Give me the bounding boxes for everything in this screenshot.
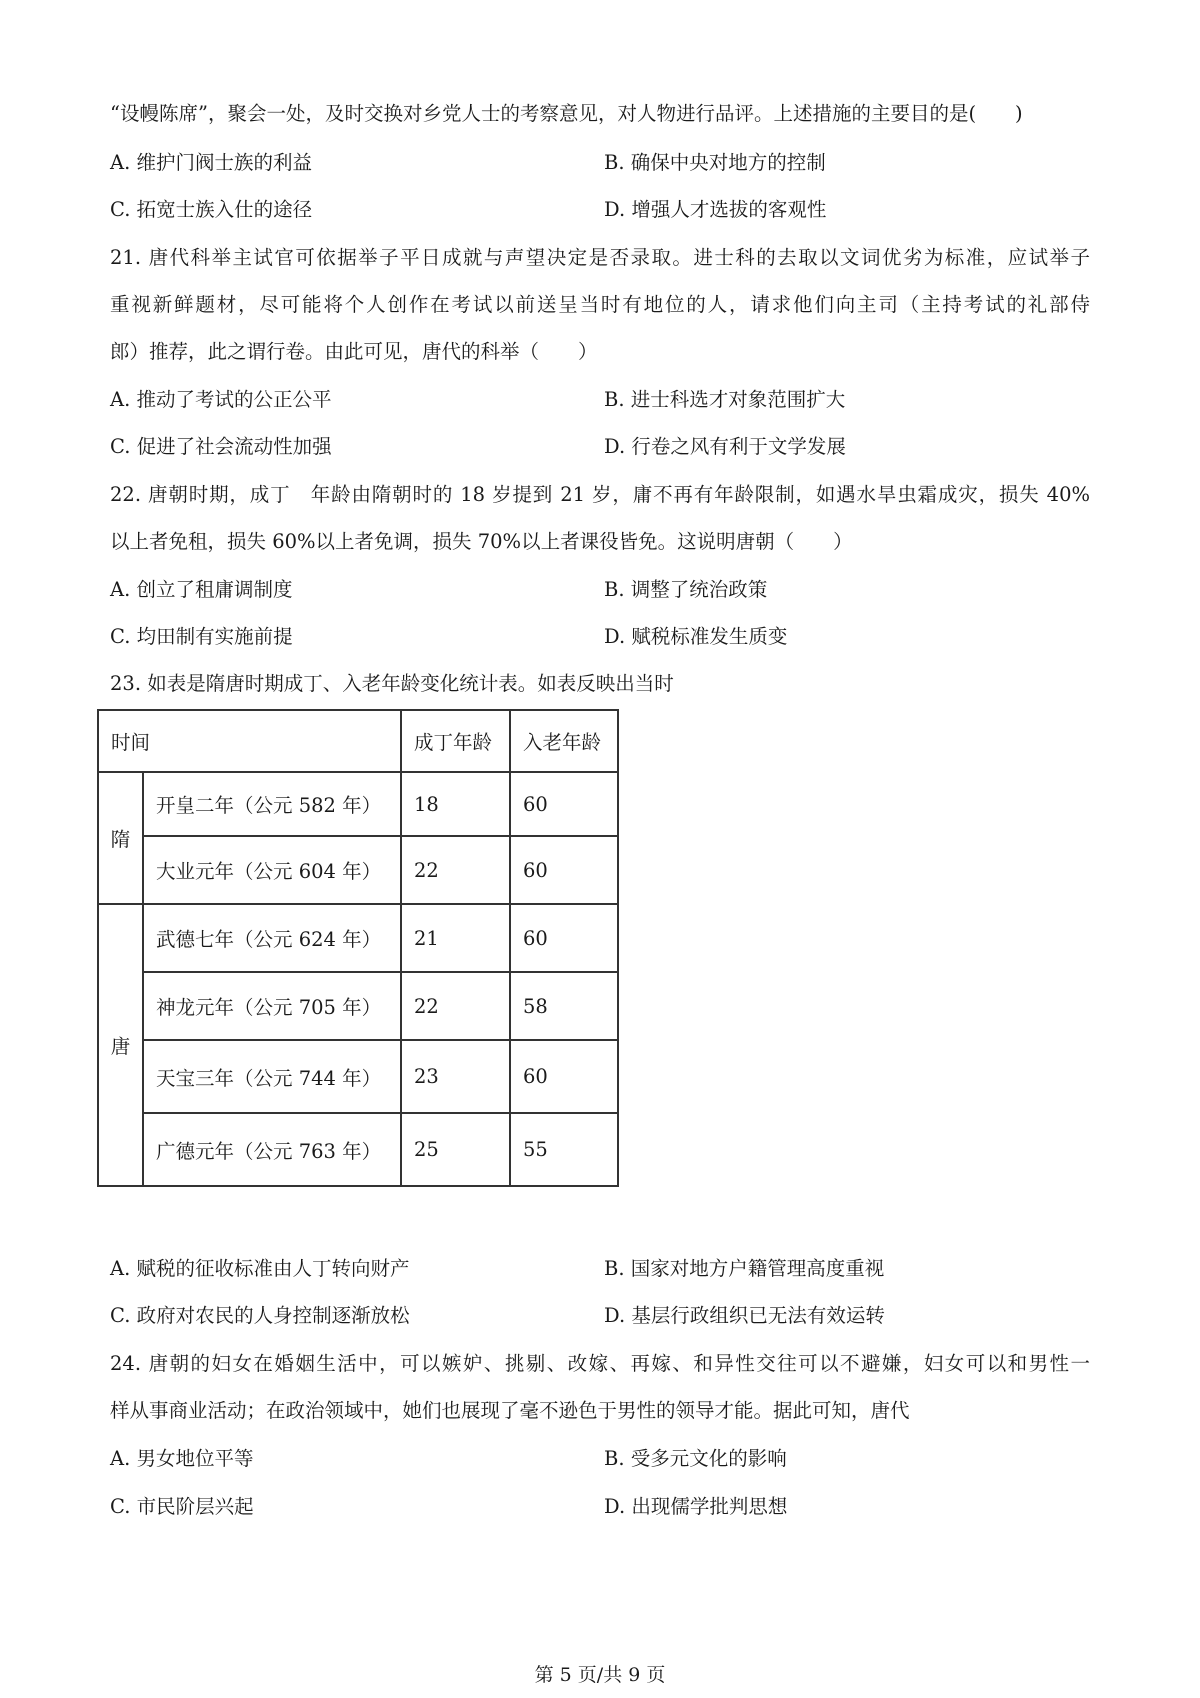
q20-stem-continued: “设幔陈席”，聚会一处，及时交换对乡党人士的考察意见，对人物进行品评。上述措施的主要目的是( ) <box>110 102 1023 125</box>
dynasty-tang: 唐 <box>98 904 143 1186</box>
q21-option-b: B. 进士科选才对象范围扩大 <box>604 388 846 411</box>
q20-option-c: C. 拓宽士族入仕的途径 <box>110 198 313 221</box>
q20-option-a: A. 维护门阀士族的利益 <box>110 151 312 174</box>
cell-adult-age: 21 <box>401 904 510 972</box>
table-header-row <box>98 710 618 772</box>
header-time: 时间 <box>98 710 401 772</box>
q21-option-a: A. 推动了考试的公正公平 <box>110 388 332 411</box>
cell-period: 天宝三年（公元 744 年） <box>143 1040 401 1113</box>
cell-adult-age: 18 <box>401 772 510 836</box>
cell-adult-age: 25 <box>401 1113 510 1186</box>
q24-stem-line-1: 24. 唐朝的妇女在婚姻生活中，可以嫉妒、挑剔、改嫁、再嫁、和异性交往可以不避嫌，妇女可以和男性一 <box>110 1352 1090 1375</box>
table-row <box>98 1113 618 1186</box>
cell-old-age: 60 <box>510 836 618 904</box>
table-row <box>98 972 618 1040</box>
q24-option-d: D. 出现儒学批判思想 <box>604 1495 788 1518</box>
q22-stem-line-1: 22. 唐朝时期，成丁 年龄由隋朝时的 18 岁提到 21 岁，庸不再有年龄限制，如遇水旱虫霜成灾，损失 40% <box>110 483 1090 506</box>
q23-stem: 23. 如表是隋唐时期成丁、入老年龄变化统计表。如表反映出当时 <box>110 672 674 695</box>
q20-option-b: B. 确保中央对地方的控制 <box>604 151 826 174</box>
cell-adult-age: 22 <box>401 972 510 1040</box>
cell-old-age: 55 <box>510 1113 618 1186</box>
cell-old-age: 60 <box>510 1040 618 1113</box>
q21-option-c: C. 促进了社会流动性加强 <box>110 435 332 458</box>
table-row <box>98 836 618 904</box>
q21-stem-line-3: 郎）推荐，此之谓行卷。由此可见，唐代的科举（ ） <box>110 340 598 363</box>
q22-option-d: D. 赋税标准发生质变 <box>604 625 788 648</box>
cell-period: 广德元年（公元 763 年） <box>143 1113 401 1186</box>
q22-option-c: C. 均田制有实施前提 <box>110 625 293 648</box>
page-number-footer: 第 5 页/共 9 页 <box>534 1664 666 1686</box>
q20-option-d: D. 增强人才选拔的客观性 <box>604 198 827 221</box>
cell-period: 开皇二年（公元 582 年） <box>143 772 401 836</box>
table-row <box>98 1040 618 1113</box>
q22-option-b: B. 调整了统治政策 <box>604 578 768 601</box>
cell-adult-age: 23 <box>401 1040 510 1113</box>
cell-old-age: 60 <box>510 904 618 972</box>
q23-option-b: B. 国家对地方户籍管理高度重视 <box>604 1257 885 1280</box>
table-row <box>98 904 618 972</box>
cell-period: 大业元年（公元 604 年） <box>143 836 401 904</box>
cell-adult-age: 22 <box>401 836 510 904</box>
q21-stem-line-1: 21. 唐代科举主试官可依据举子平日成就与声望决定是否录取。进士科的去取以文词优劣为标准，应试举子 <box>110 246 1090 269</box>
q24-option-b: B. 受多元文化的影响 <box>604 1447 787 1470</box>
q24-option-c: C. 市民阶层兴起 <box>110 1495 254 1518</box>
q21-option-d: D. 行卷之风有利于文学发展 <box>604 435 846 458</box>
q22-stem-line-2: 以上者免租，损失 60%以上者免调，损失 70%以上者课役皆免。这说明唐朝（ ） <box>110 530 853 553</box>
q24-stem-line-2: 样从事商业活动；在政治领域中，她们也展现了毫不逊色于男性的领导才能。据此可知，唐代 <box>110 1399 910 1422</box>
q23-option-c: C. 政府对农民的人身控制逐渐放松 <box>110 1304 410 1327</box>
cell-old-age: 60 <box>510 772 618 836</box>
cell-old-age: 58 <box>510 972 618 1040</box>
age-statistics-table <box>97 709 619 1187</box>
header-old-age: 入老年龄 <box>510 710 618 772</box>
q22-option-a: A. 创立了租庸调制度 <box>110 578 293 601</box>
cell-period: 神龙元年（公元 705 年） <box>143 972 401 1040</box>
table-row <box>98 772 618 836</box>
q23-option-d: D. 基层行政组织已无法有效运转 <box>604 1304 885 1327</box>
header-adult-age: 成丁年龄 <box>401 710 510 772</box>
dynasty-sui: 隋 <box>98 772 143 904</box>
q23-option-a: A. 赋税的征收标准由人丁转向财产 <box>110 1257 410 1280</box>
cell-period: 武德七年（公元 624 年） <box>143 904 401 972</box>
q24-option-a: A. 男女地位平等 <box>110 1447 254 1470</box>
q21-stem-line-2: 重视新鲜题材，尽可能将个人创作在考试以前送呈当时有地位的人，请求他们向主司（主持考试的礼部侍 <box>110 293 1090 316</box>
